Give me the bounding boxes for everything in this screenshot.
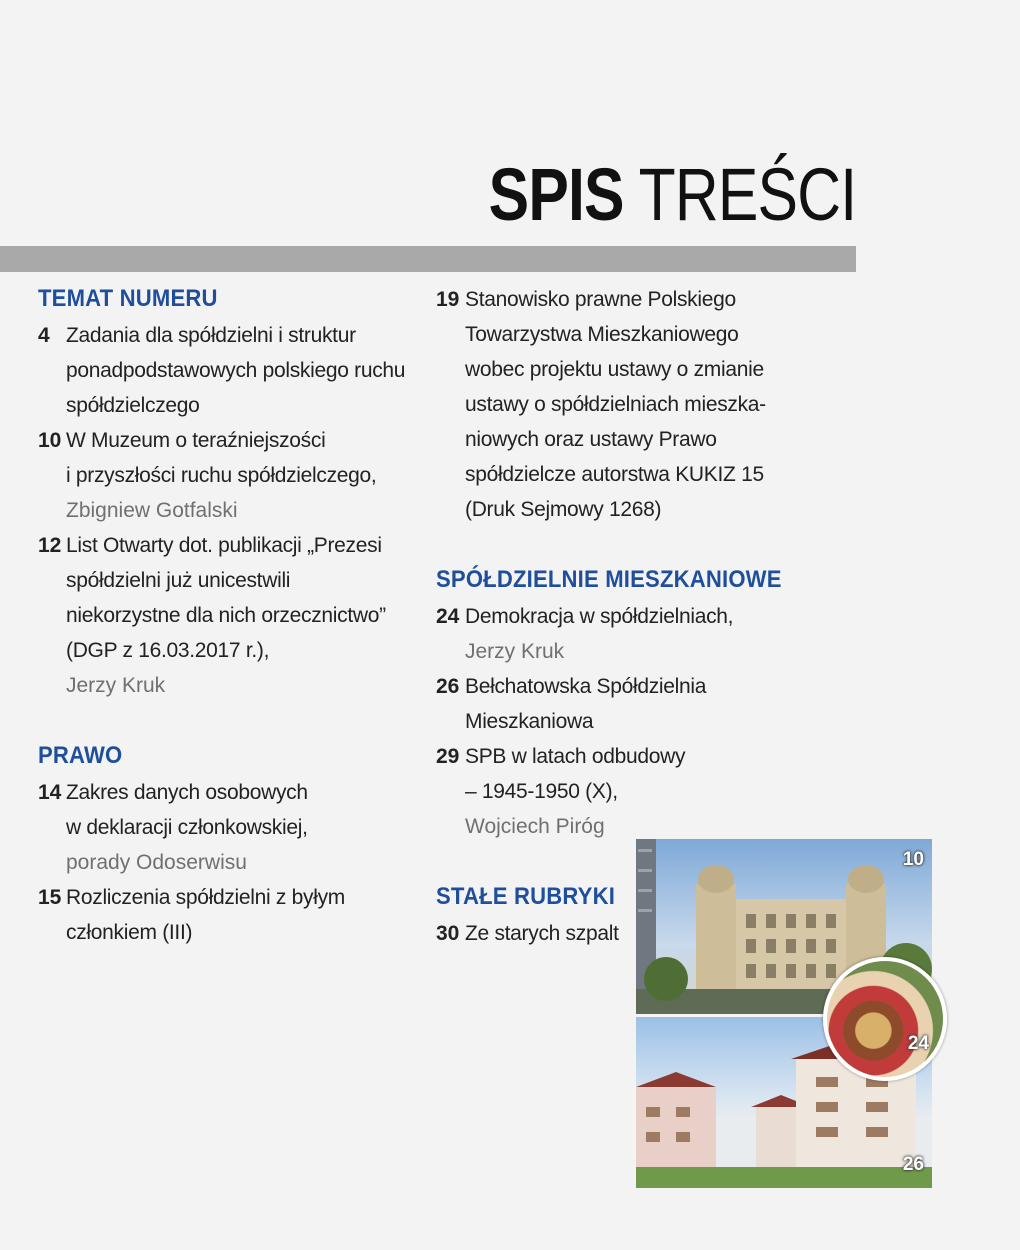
- entry-line: w deklaracji członkowskiej,: [66, 816, 308, 839]
- page-number: 30: [436, 922, 460, 945]
- entry-line: Zakres danych osobowych: [66, 781, 308, 804]
- section-heading: STAŁE RUBRYKI: [436, 883, 616, 910]
- section-heading: SPÓŁDZIELNIE MIESZKANIOWE: [436, 566, 782, 593]
- entry-line: – 1945-1950 (X),: [465, 780, 618, 803]
- section-gap: [38, 703, 418, 739]
- section-heading: TEMAT NUMERU: [38, 285, 218, 312]
- entry-author: porady Odoserwisu: [66, 851, 247, 874]
- entry-text: [465, 282, 856, 527]
- title-thin: TREŚCI: [638, 153, 856, 236]
- entry-text: [465, 739, 856, 844]
- page-number: 19: [436, 288, 460, 311]
- entry-line: Stanowisko prawne Polskiego: [465, 288, 736, 311]
- entry-line: Mieszkaniowa: [465, 710, 594, 733]
- entry-author: Wojciech Piróg: [465, 815, 605, 838]
- page-title: [488, 150, 856, 240]
- page-number: 24: [436, 605, 460, 628]
- entry-line: spółdzielczego: [66, 394, 200, 417]
- page-number: 12: [38, 534, 62, 557]
- entry-author: Jerzy Kruk: [66, 674, 166, 697]
- page-number: 4: [38, 324, 50, 347]
- photo-number-circle: 24: [907, 1033, 929, 1054]
- toc-entry[interactable]: [436, 599, 856, 669]
- toc-entry[interactable]: [38, 318, 418, 423]
- page-number: 14: [38, 781, 62, 804]
- entry-line: Ze starych szpalt: [465, 922, 619, 945]
- entry-line: ustawy o spółdzielniach mieszka-: [465, 393, 766, 416]
- section-gap: [436, 527, 856, 563]
- people-circle-photo: [823, 957, 947, 1081]
- toc-entry[interactable]: [38, 528, 418, 703]
- entry-line: Demokracja w spółdzielniach,: [465, 605, 734, 628]
- toc-entry[interactable]: [38, 423, 418, 528]
- entry-line: niekorzystne dla nich orzecznictwo”: [66, 604, 386, 627]
- section-heading: PRAWO: [38, 742, 123, 769]
- entry-text: [66, 775, 418, 880]
- entry-text: [465, 669, 856, 739]
- entry-line: SPB w latach odbudowy: [465, 745, 686, 768]
- entry-line: wobec projektu ustawy o zmianie: [465, 358, 764, 381]
- entry-line: Zadania dla spółdzielni i struktur: [66, 324, 356, 347]
- entry-line: członkiem (III): [66, 921, 193, 944]
- entry-text: [66, 528, 418, 703]
- title-bold: SPIS: [488, 153, 624, 236]
- page-number: 15: [38, 886, 62, 909]
- toc-entry[interactable]: [436, 282, 856, 527]
- entry-text: [66, 318, 418, 423]
- entry-line: ponadpodstawowych polskiego ruchu: [66, 359, 406, 382]
- entry-line: niowych oraz ustawy Prawo: [465, 428, 717, 451]
- title-underline-bar: [0, 246, 856, 272]
- entry-author: Zbigniew Gotfalski: [66, 499, 238, 522]
- page-number: 10: [38, 429, 62, 452]
- entry-line: Bełchatowska Spółdzielnia: [465, 675, 707, 698]
- entry-text: [66, 423, 418, 528]
- entry-text: [465, 599, 856, 669]
- entry-line: List Otwarty dot. publikacji „Prezesi: [66, 534, 382, 557]
- page-number: 29: [436, 745, 460, 768]
- entry-line: i przyszłości ruchu spółdzielczego,: [66, 464, 377, 487]
- entry-line: Towarzystwa Mieszkaniowego: [465, 323, 739, 346]
- toc-entry[interactable]: [436, 669, 856, 739]
- page-number: 26: [436, 675, 460, 698]
- entry-line: Rozliczenia spółdzielni z byłym: [66, 886, 345, 909]
- entry-line: spółdzielcze autorstwa KUKIZ 15: [465, 463, 764, 486]
- toc-entry[interactable]: [436, 739, 856, 844]
- entry-line: spółdzielni już unicestwili: [66, 569, 291, 592]
- entry-text: [66, 880, 418, 950]
- entry-line: (DGP z 16.03.2017 r.),: [66, 639, 270, 662]
- photo-number-bottom: 26: [902, 1154, 924, 1175]
- entry-line: (Druk Sejmowy 1268): [465, 498, 662, 521]
- photo-number-top: 10: [902, 849, 924, 870]
- entry-author: Jerzy Kruk: [465, 640, 565, 663]
- toc-entry[interactable]: [38, 880, 418, 950]
- toc-entry[interactable]: [38, 775, 418, 880]
- entry-line: W Muzeum o teraźniejszości: [66, 429, 326, 452]
- left-column: [38, 282, 418, 950]
